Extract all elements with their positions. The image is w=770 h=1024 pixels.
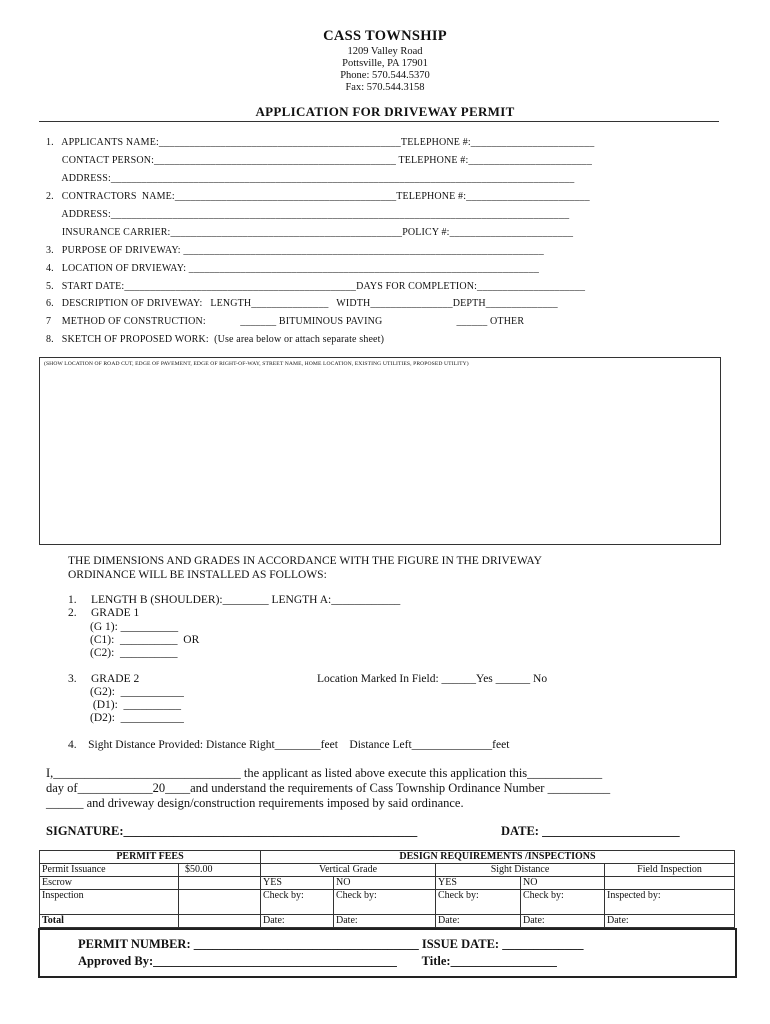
item-length[interactable]: 1. LENGTH B (SHOULDER):________ LENGTH A:____________: [68, 594, 401, 606]
vg-yes-date[interactable]: Date:: [261, 915, 334, 928]
item-grade-1: 2. GRADE 1: [68, 607, 140, 619]
field-contractors-name[interactable]: 2. CONTRACTORS NAME:___________________________________________TELEPHONE #:________________________: [46, 191, 590, 202]
field-insurance-carrier[interactable]: INSURANCE CARRIER:_____________________________________________POLICY #:________________________: [46, 227, 574, 238]
escrow-label: Escrow: [40, 877, 179, 890]
sd-yes-check-by[interactable]: Check by:: [436, 890, 521, 915]
total-amount[interactable]: [179, 915, 261, 928]
permit-issuance-label: Permit Issuance: [40, 864, 179, 877]
township-name: CASS TOWNSHIP: [323, 28, 447, 44]
item-grade-2: 3. GRADE 2: [68, 673, 140, 685]
field-inspection-header: Field Inspection: [605, 864, 735, 877]
field-c1[interactable]: (C1): __________ OR: [90, 634, 200, 646]
inspection-amount[interactable]: [179, 890, 261, 915]
phone: Phone: 570.544.5370: [340, 70, 430, 81]
signature-field[interactable]: SIGNATURE:_______________________________________________: [46, 824, 418, 838]
vertical-grade-header: Vertical Grade: [261, 864, 436, 877]
declaration-line-2[interactable]: day of____________20____and understand the requirements of Cass Township Ordinance Number __________: [46, 781, 611, 795]
sketch-area[interactable]: [39, 357, 721, 545]
total-label: Total: [40, 915, 179, 928]
vertical-grade-yes: YES: [261, 877, 334, 890]
inspected-by[interactable]: Inspected by:: [605, 890, 735, 915]
dimensions-intro-2: ORDINANCE WILL BE INSTALLED AS FOLLOWS:: [68, 569, 327, 581]
sketch-instructions: (SHOW LOCATION OF ROAD CUT, EDGE OF PAVEMENT, EDGE OF RIGHT-OF-WAY, STREET NAME, HOME LOCATION, EXISTING UTILITIES, PROPOSED UTILITY): [44, 361, 469, 367]
field-sketch-label: 8. SKETCH OF PROPOSED WORK: (Use area below or attach separate sheet): [46, 334, 385, 345]
field-method[interactable]: 7 METHOD OF CONSTRUCTION: _______ BITUMINOUS PAVING ______ OTHER: [46, 316, 525, 327]
vg-no-date[interactable]: Date:: [334, 915, 436, 928]
dimensions-intro-1: THE DIMENSIONS AND GRADES IN ACCORDANCE WITH THE FIGURE IN THE DRIVEWAY: [68, 555, 542, 567]
escrow-amount[interactable]: [179, 877, 261, 890]
sight-distance-no: NO: [521, 877, 605, 890]
vertical-grade-no: NO: [334, 877, 436, 890]
inspection-label: Inspection: [40, 890, 179, 915]
sd-no-check-by[interactable]: Check by:: [521, 890, 605, 915]
field-contractor-address[interactable]: ADDRESS:_________________________________________________________________________________________: [46, 209, 570, 220]
field-applicant-address[interactable]: ADDRESS:__________________________________________________________________________________________: [46, 173, 575, 184]
approved-by-line[interactable]: Approved By:_______________________________________ Title:_________________: [78, 954, 557, 968]
fax: Fax: 570.544.3158: [345, 82, 425, 93]
signature-date-field[interactable]: DATE: ______________________: [501, 824, 680, 838]
permit-fees-header: PERMIT FEES: [40, 851, 261, 864]
field-location[interactable]: 4. LOCATION OF DRVIEWAY: ____________________________________________________________________: [46, 263, 539, 274]
field-g1[interactable]: (G 1): __________: [90, 621, 179, 633]
permit-fees-table: [39, 850, 735, 928]
vg-no-check-by[interactable]: Check by:: [334, 890, 436, 915]
field-d2[interactable]: (D2): ___________: [90, 712, 184, 724]
field-contact-person[interactable]: CONTACT PERSON:_______________________________________________ TELEPHONE #:________________________: [46, 155, 592, 166]
vg-yes-check-by[interactable]: Check by:: [261, 890, 334, 915]
field-applicants-name[interactable]: 1. APPLICANTS NAME:_______________________________________________TELEPHONE #:________________________: [46, 137, 595, 148]
title-rule: [39, 121, 719, 122]
field-purpose[interactable]: 3. PURPOSE OF DRIVEWAY: ______________________________________________________________________: [46, 245, 544, 256]
item-sight-distance[interactable]: 4. Sight Distance Provided: Distance Right________feet Distance Left______________feet: [68, 739, 510, 751]
field-description[interactable]: 6. DESCRIPTION OF DRIVEWAY: LENGTH_______________ WIDTH________________DEPTH______________: [46, 298, 558, 309]
sd-yes-date[interactable]: Date:: [436, 915, 521, 928]
address-line-2: Pottsville, PA 17901: [342, 58, 428, 69]
field-g2[interactable]: (G2): ___________: [90, 686, 184, 698]
address-line-1: 1209 Valley Road: [347, 46, 423, 57]
sd-no-date[interactable]: Date:: [521, 915, 605, 928]
field-inspection-blank: [605, 877, 735, 890]
field-start-date[interactable]: 5. START DATE:_____________________________________________DAYS FOR COMPLETION:_____________________: [46, 281, 586, 292]
declaration-line-1[interactable]: I,______________________________ the applicant as listed above execute this application this____________: [46, 766, 603, 780]
sight-distance-yes: YES: [436, 877, 521, 890]
permit-issuance-fee: $50.00: [179, 864, 261, 877]
field-d1[interactable]: (D1): __________: [90, 699, 182, 711]
form-title: APPLICATION FOR DRIVEWAY PERMIT: [255, 104, 515, 119]
permit-number-box: [38, 928, 737, 978]
declaration-line-3[interactable]: ______ and driveway design/construction requirements imposed by said ordinance.: [46, 796, 464, 810]
permit-number-line[interactable]: PERMIT NUMBER: ____________________________________ ISSUE DATE: _____________: [78, 937, 584, 951]
design-requirements-header: DESIGN REQUIREMENTS /INSPECTIONS: [261, 851, 735, 864]
sight-distance-header: Sight Distance: [436, 864, 605, 877]
location-marked-field[interactable]: Location Marked In Field: ______Yes ______ No: [317, 673, 548, 685]
inspection-date[interactable]: Date:: [605, 915, 735, 928]
field-c2[interactable]: (C2): __________: [90, 647, 178, 659]
